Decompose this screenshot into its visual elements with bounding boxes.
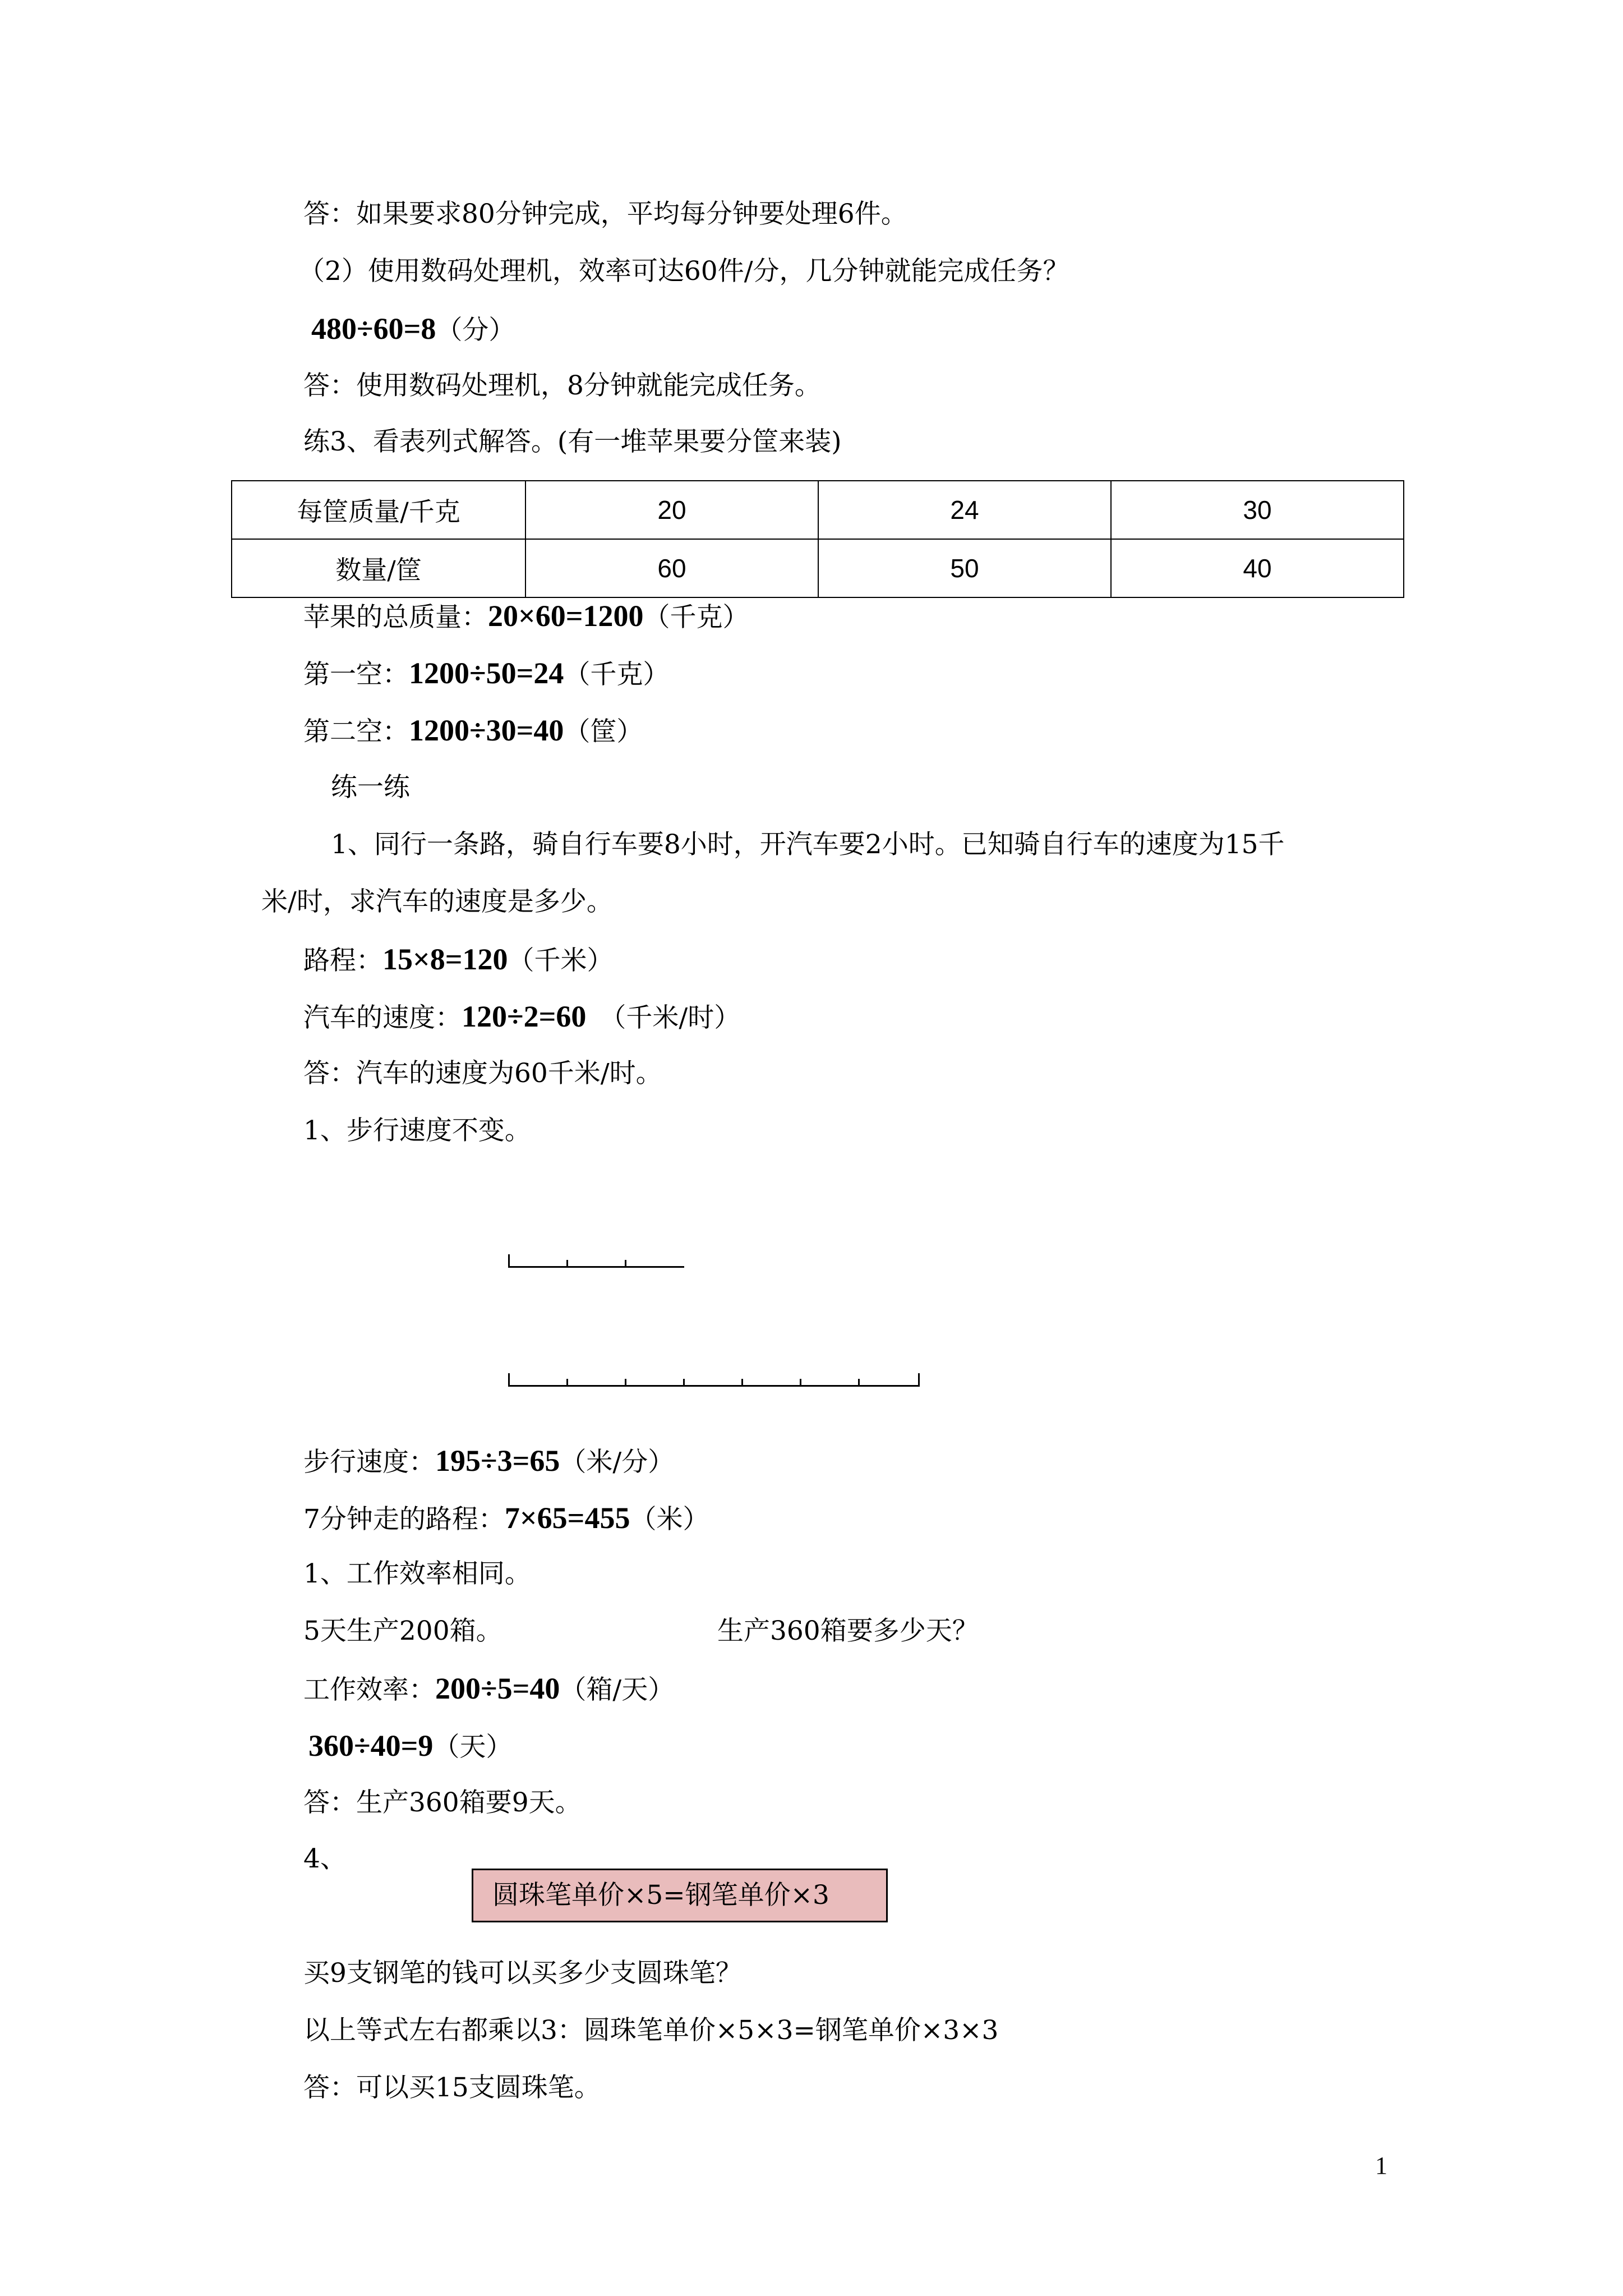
line-answer-80min: 答：如果要求80分钟完成，平均每分钟要处理6件。 xyxy=(303,199,907,229)
line-question-2: （2）使用数码处理机，效率可达60件/分，几分钟就能完成任务？ xyxy=(298,256,1069,287)
equation: 7×65=455 xyxy=(504,1501,630,1535)
table-row xyxy=(232,481,1404,539)
unit: （千米/时） xyxy=(600,1002,741,1033)
equation: 15×8=120 xyxy=(382,942,508,976)
page-number: 1 xyxy=(1375,2152,1387,2179)
line-answer-8min: 答：使用数码处理机，8分钟就能完成任务。 xyxy=(303,370,821,401)
line-multiply-3: 以上等式左右都乘以3：圆珠笔单价×5×3=钢笔单价×3×3 xyxy=(303,2015,999,2046)
line-problem-4: 4、 xyxy=(303,1843,347,1874)
equation: 120÷2=60 xyxy=(462,1000,587,1033)
equation: 195÷3=65 xyxy=(435,1444,560,1478)
line-5days: 5天生产200箱。 xyxy=(303,1616,502,1646)
line-question-9pens: 买9支钢笔的钱可以买多少支圆珠笔？ xyxy=(303,1958,742,1989)
line-problem-1-cont: 米/时，求汽车的速度是多少。 xyxy=(261,886,613,917)
line-distance xyxy=(303,942,614,978)
equation: 200÷5=40 xyxy=(435,1672,560,1705)
table-row-label: 数量/筐 xyxy=(232,539,525,597)
label: 第一空： xyxy=(303,659,409,690)
table-cell: 30 xyxy=(1111,481,1404,539)
line-7min-distance xyxy=(303,1501,709,1536)
unit: （米） xyxy=(630,1504,709,1535)
line-360-question: 生产360箱要多少天？ xyxy=(717,1616,979,1646)
table-row-label: 每筐质量/千克 xyxy=(232,481,525,539)
line-walk-speed xyxy=(303,1444,674,1479)
line-efficiency-same: 1、工作效率相同。 xyxy=(303,1558,531,1589)
unit: （筐） xyxy=(564,716,643,747)
equation: 1200÷50=24 xyxy=(409,656,564,690)
label: 工作效率： xyxy=(303,1674,435,1705)
unit: （箱/天） xyxy=(560,1674,675,1705)
line-total-mass xyxy=(303,599,749,634)
segment-diagram-short xyxy=(508,1254,684,1268)
label: 路程： xyxy=(303,945,382,976)
unit: （千克） xyxy=(643,602,749,633)
table-cell: 20 xyxy=(525,481,818,539)
apple-basket-table xyxy=(231,480,1404,598)
line-walking: 1、步行速度不变。 xyxy=(303,1115,531,1146)
line-blank-1 xyxy=(303,656,669,692)
label: 第二空： xyxy=(303,716,409,747)
line-problem-1: 1、同行一条路，骑自行车要8小时，开汽车要2小时。已知骑自行车的速度为15千 xyxy=(331,829,1285,860)
equation: 1200÷30=40 xyxy=(409,714,564,747)
line-answer-9days: 答：生产360箱要9天。 xyxy=(303,1787,582,1818)
label: 7分钟走的路程： xyxy=(303,1504,505,1535)
line-efficiency xyxy=(303,1672,674,1707)
price-relation-box: 圆珠笔单价×5=钢笔单价×3 xyxy=(472,1869,888,1922)
line-answer-15: 答：可以买15支圆珠笔。 xyxy=(303,2072,601,2103)
table-cell: 60 xyxy=(525,539,818,597)
unit: （千克） xyxy=(564,659,670,690)
line-exercise-3: 练3、看表列式解答。(有一堆苹果要分筐来装) xyxy=(303,426,842,457)
section-heading-practice: 练一练 xyxy=(331,772,410,803)
line-eq-480 xyxy=(311,312,515,347)
table-cell: 50 xyxy=(818,539,1111,597)
unit: （米/分） xyxy=(560,1447,675,1478)
table-row xyxy=(232,539,1404,597)
label: 步行速度： xyxy=(303,1447,435,1478)
label: 汽车的速度： xyxy=(303,1002,462,1033)
line-answer-car: 答：汽车的速度为60千米/时。 xyxy=(303,1058,662,1089)
segment-diagram-long xyxy=(508,1373,920,1387)
line-blank-2 xyxy=(303,714,643,749)
line-car-speed xyxy=(303,1000,740,1035)
label: 苹果的总质量： xyxy=(303,602,488,633)
table-cell: 24 xyxy=(818,481,1111,539)
equation: 20×60=1200 xyxy=(488,599,644,633)
table-cell: 40 xyxy=(1111,539,1404,597)
equation: 480÷60=8 xyxy=(311,312,436,346)
unit: （天） xyxy=(433,1732,513,1763)
unit: （分） xyxy=(436,315,515,346)
unit: （千米） xyxy=(508,945,614,976)
line-eq-360 xyxy=(308,1729,512,1764)
equation: 360÷40=9 xyxy=(308,1729,434,1763)
